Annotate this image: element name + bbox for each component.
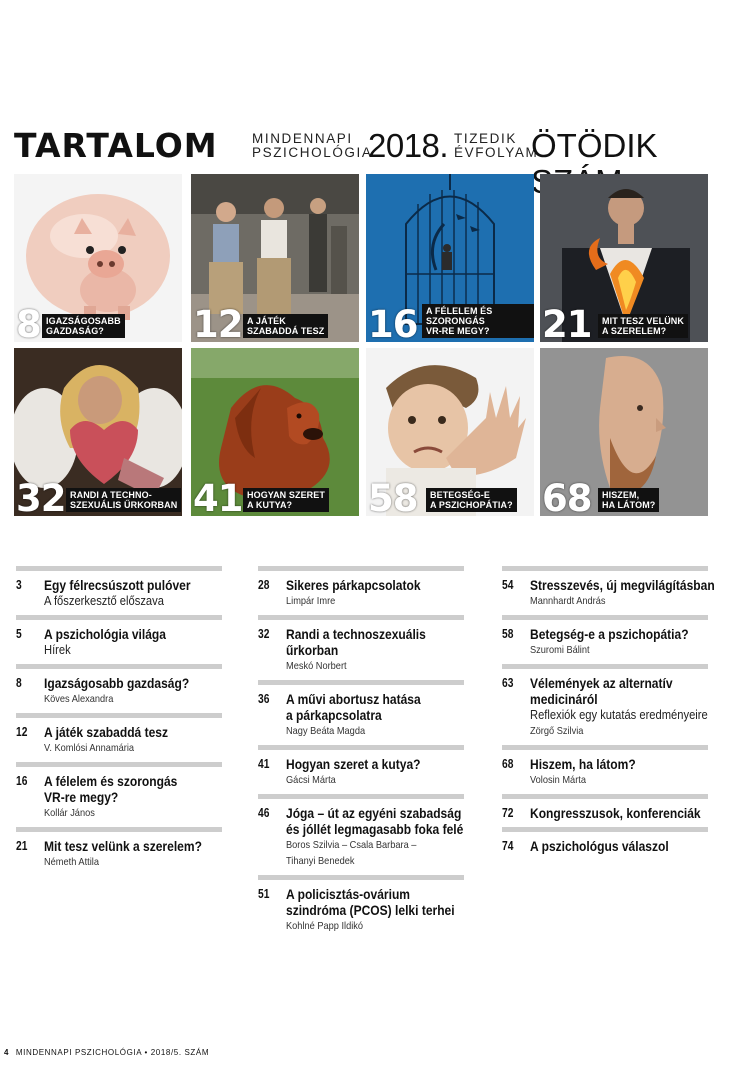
magazine-name-line1: MINDENNAPI: [252, 131, 353, 146]
toc-author: Kollár János: [44, 807, 95, 819]
toc-title: A művi abortusz hatása: [286, 691, 421, 707]
toc-title: Vélemények az alternatív: [530, 675, 673, 691]
toc-title: Jóga – út az egyéni szabadság: [286, 805, 462, 821]
tile-page-number: 58: [368, 477, 418, 516]
toc-entry[interactable]: [258, 566, 464, 615]
toc-page-number: 54: [502, 578, 514, 592]
toc-author-line2: Tihanyi Benedek: [286, 855, 355, 867]
tile-caption-line2: GAZDASÁG?: [46, 326, 104, 336]
toc-title: A pszichológia világa: [44, 626, 166, 642]
toc-page-number: 36: [258, 692, 270, 706]
toc-author: Boros Szilvia – Csala Barbara –: [286, 839, 417, 851]
toc-title: Mit tesz velünk a szerelem?: [44, 838, 202, 854]
tile-caption-line2: HA LÁTOM?: [602, 500, 656, 510]
toc-author: Németh Attila: [44, 856, 99, 868]
toc-title: Igazságosabb gazdaság?: [44, 675, 190, 691]
footer-text: MINDENNAPI PSZICHOLÓGIA • 2018/5. SZÁM: [15, 1048, 210, 1057]
tile-caption: [598, 488, 659, 512]
tile-page-number: 21: [542, 303, 592, 342]
toc-author: Köves Alexandra: [44, 693, 114, 705]
magazine-name: [252, 132, 372, 160]
toc-entry[interactable]: [502, 664, 708, 745]
tile-caption: [42, 314, 125, 338]
tile-caption: [66, 488, 181, 512]
toc-author: Kohlné Papp Ildikó: [286, 920, 364, 932]
magazine-name-line2: PSZICHOLÓGIA: [252, 145, 373, 160]
toc-author: Szuromi Bálint: [530, 644, 590, 656]
issue-label: ÖTÖDIK: [531, 127, 658, 164]
tile-page-number: 41: [193, 477, 243, 516]
tile-41[interactable]: [191, 348, 359, 516]
footer-page-number: 4: [4, 1048, 10, 1057]
toc-page-number: 58: [502, 627, 514, 641]
toc-title: A játék szabaddá tesz: [44, 724, 169, 740]
tile-caption-line1: A FÉLELEM ÉS SZORONGÁS: [426, 306, 493, 326]
toc-author: Nagy Beáta Magda: [286, 725, 366, 737]
tile-caption: [598, 314, 688, 338]
tile-caption-line2: A KUTYA?: [247, 500, 293, 510]
toc-column-1: [16, 566, 222, 876]
tile-8[interactable]: [14, 174, 182, 342]
toc-page-number: 16: [16, 774, 28, 788]
tile-page-number: 8: [16, 303, 41, 342]
toc-title: Betegség-e a pszichopátia?: [530, 626, 689, 642]
toc-title-line2: a párkapcsolatra: [286, 707, 382, 723]
tile-caption: [243, 488, 329, 512]
toc-page-number: 41: [258, 757, 270, 771]
issue-year: 2018.: [368, 127, 449, 164]
toc-entry[interactable]: [502, 794, 708, 827]
toc-subtitle: A főszerkesztő előszava: [44, 593, 164, 608]
toc-subtitle: Hírek: [44, 642, 71, 657]
toc-entry[interactable]: [258, 745, 464, 794]
tile-page-number: 12: [193, 303, 243, 342]
toc-entry[interactable]: [502, 566, 715, 615]
toc-entry[interactable]: [16, 566, 222, 615]
toc-title-line2: VR-re megy?: [44, 789, 119, 805]
toc-title-line2: űrkorban: [286, 642, 339, 658]
tile-caption: [422, 304, 534, 338]
toc-page-number: 12: [16, 725, 28, 739]
toc-page-number: 51: [258, 887, 270, 901]
tile-caption-line1: HISZEM,: [602, 490, 640, 500]
tile-caption-line1: IGAZSÁGOSABB: [46, 316, 121, 326]
toc-page-number: 5: [16, 627, 22, 641]
toc-author: Volosin Márta: [530, 774, 586, 786]
page-footer: [4, 1048, 209, 1057]
toc-entry[interactable]: [16, 762, 222, 827]
tile-caption-line2: SZEXUÁLIS ŰRKORBAN: [70, 500, 178, 510]
toc-entry[interactable]: [502, 615, 708, 664]
toc-author: Zörgő Szilvia: [530, 725, 584, 737]
toc-page-number: 72: [502, 806, 514, 820]
toc-column-3: [502, 566, 715, 860]
toc-title-line2: és jóllét legmagasabb foka felé: [286, 821, 464, 837]
toc-page-number: 28: [258, 578, 270, 592]
toc-entry[interactable]: [258, 794, 464, 875]
tile-caption-line2: A PSZICHOPÁTIA?: [430, 500, 513, 510]
toc-title: Stresszevés, új megvilágításban: [530, 577, 715, 593]
toc-title: A pszichológus válaszol: [530, 838, 669, 854]
tile-caption-line2: A SZERELEM?: [602, 326, 667, 336]
toc-entry[interactable]: [16, 713, 222, 762]
toc-page-number: 46: [258, 806, 270, 820]
tile-32[interactable]: [14, 348, 182, 516]
toc-column-2: [258, 566, 464, 940]
volume-label: [454, 132, 538, 160]
toc-page-number: 8: [16, 676, 22, 690]
toc-author: Mannhardt András: [530, 595, 606, 607]
tile-caption: [426, 488, 517, 512]
toc-title: A policisztás-ovárium: [286, 886, 411, 902]
page-title: TARTALOM: [14, 126, 218, 165]
toc-title: Egy félrecsúszott pulóver: [44, 577, 191, 593]
toc-entry[interactable]: [258, 680, 464, 745]
tile-16[interactable]: [366, 174, 534, 342]
toc-entry[interactable]: [16, 615, 222, 664]
tile-caption-line1: BETEGSÉG-E: [430, 490, 491, 500]
toc-title: Kongresszusok, konferenciák: [530, 805, 701, 821]
toc-page-number: 21: [16, 839, 28, 853]
toc-entry[interactable]: [258, 875, 464, 940]
toc-title: Randi a technoszexuális: [286, 626, 426, 642]
toc-title: Hogyan szeret a kutya?: [286, 756, 421, 772]
toc-page-number: 63: [502, 676, 514, 690]
toc-author: Gácsi Márta: [286, 774, 336, 786]
toc-entry[interactable]: [16, 827, 222, 876]
tile-caption-line1: HOGYAN SZERET: [247, 490, 325, 500]
tile-caption-line2: SZABADDÁ TESZ: [247, 326, 325, 336]
toc-page-number: 3: [16, 578, 22, 592]
tile-page-number: 16: [368, 303, 418, 342]
tile-68[interactable]: [540, 348, 708, 516]
toc-author: V. Komlósi Annamária: [44, 742, 135, 754]
toc-title-line2: medicináról: [530, 691, 598, 707]
toc-page-number: 68: [502, 757, 514, 771]
page-header: [14, 128, 714, 168]
toc-subtitle: Reflexiók egy kutatás eredményeire: [530, 707, 708, 722]
toc-entry[interactable]: [16, 664, 222, 713]
toc-title: Hiszem, ha látom?: [530, 756, 636, 772]
tile-58[interactable]: [366, 348, 534, 516]
tile-caption: [243, 314, 328, 338]
toc-title-line2: szindróma (PCOS) lelki terhei: [286, 902, 455, 918]
toc-entry[interactable]: [502, 827, 708, 860]
toc-page-number: 32: [258, 627, 270, 641]
tile-page-number: 32: [16, 477, 66, 516]
tile-12[interactable]: [191, 174, 359, 342]
volume-line1: TIZEDIK: [454, 131, 517, 146]
volume-line2: ÉVFOLYAM: [454, 145, 539, 160]
toc-title: Sikeres párkapcsolatok: [286, 577, 421, 593]
toc-entry[interactable]: [258, 615, 464, 680]
toc-page-number: 74: [502, 839, 514, 853]
tile-caption-line1: A JÁTÉK: [247, 316, 286, 326]
tile-21[interactable]: [540, 174, 708, 342]
toc-title: A félelem és szorongás: [44, 773, 178, 789]
tile-caption-line2: VR-RE MEGY?: [426, 326, 490, 336]
toc-author: Limpár Imre: [286, 595, 336, 607]
toc-entry[interactable]: [502, 745, 708, 794]
toc-author: Meskó Norbert: [286, 660, 347, 672]
tile-caption-line1: RANDI A TECHNO-: [70, 490, 152, 500]
tile-caption-line1: MIT TESZ VELÜNK: [602, 316, 684, 326]
tile-page-number: 68: [542, 477, 592, 516]
